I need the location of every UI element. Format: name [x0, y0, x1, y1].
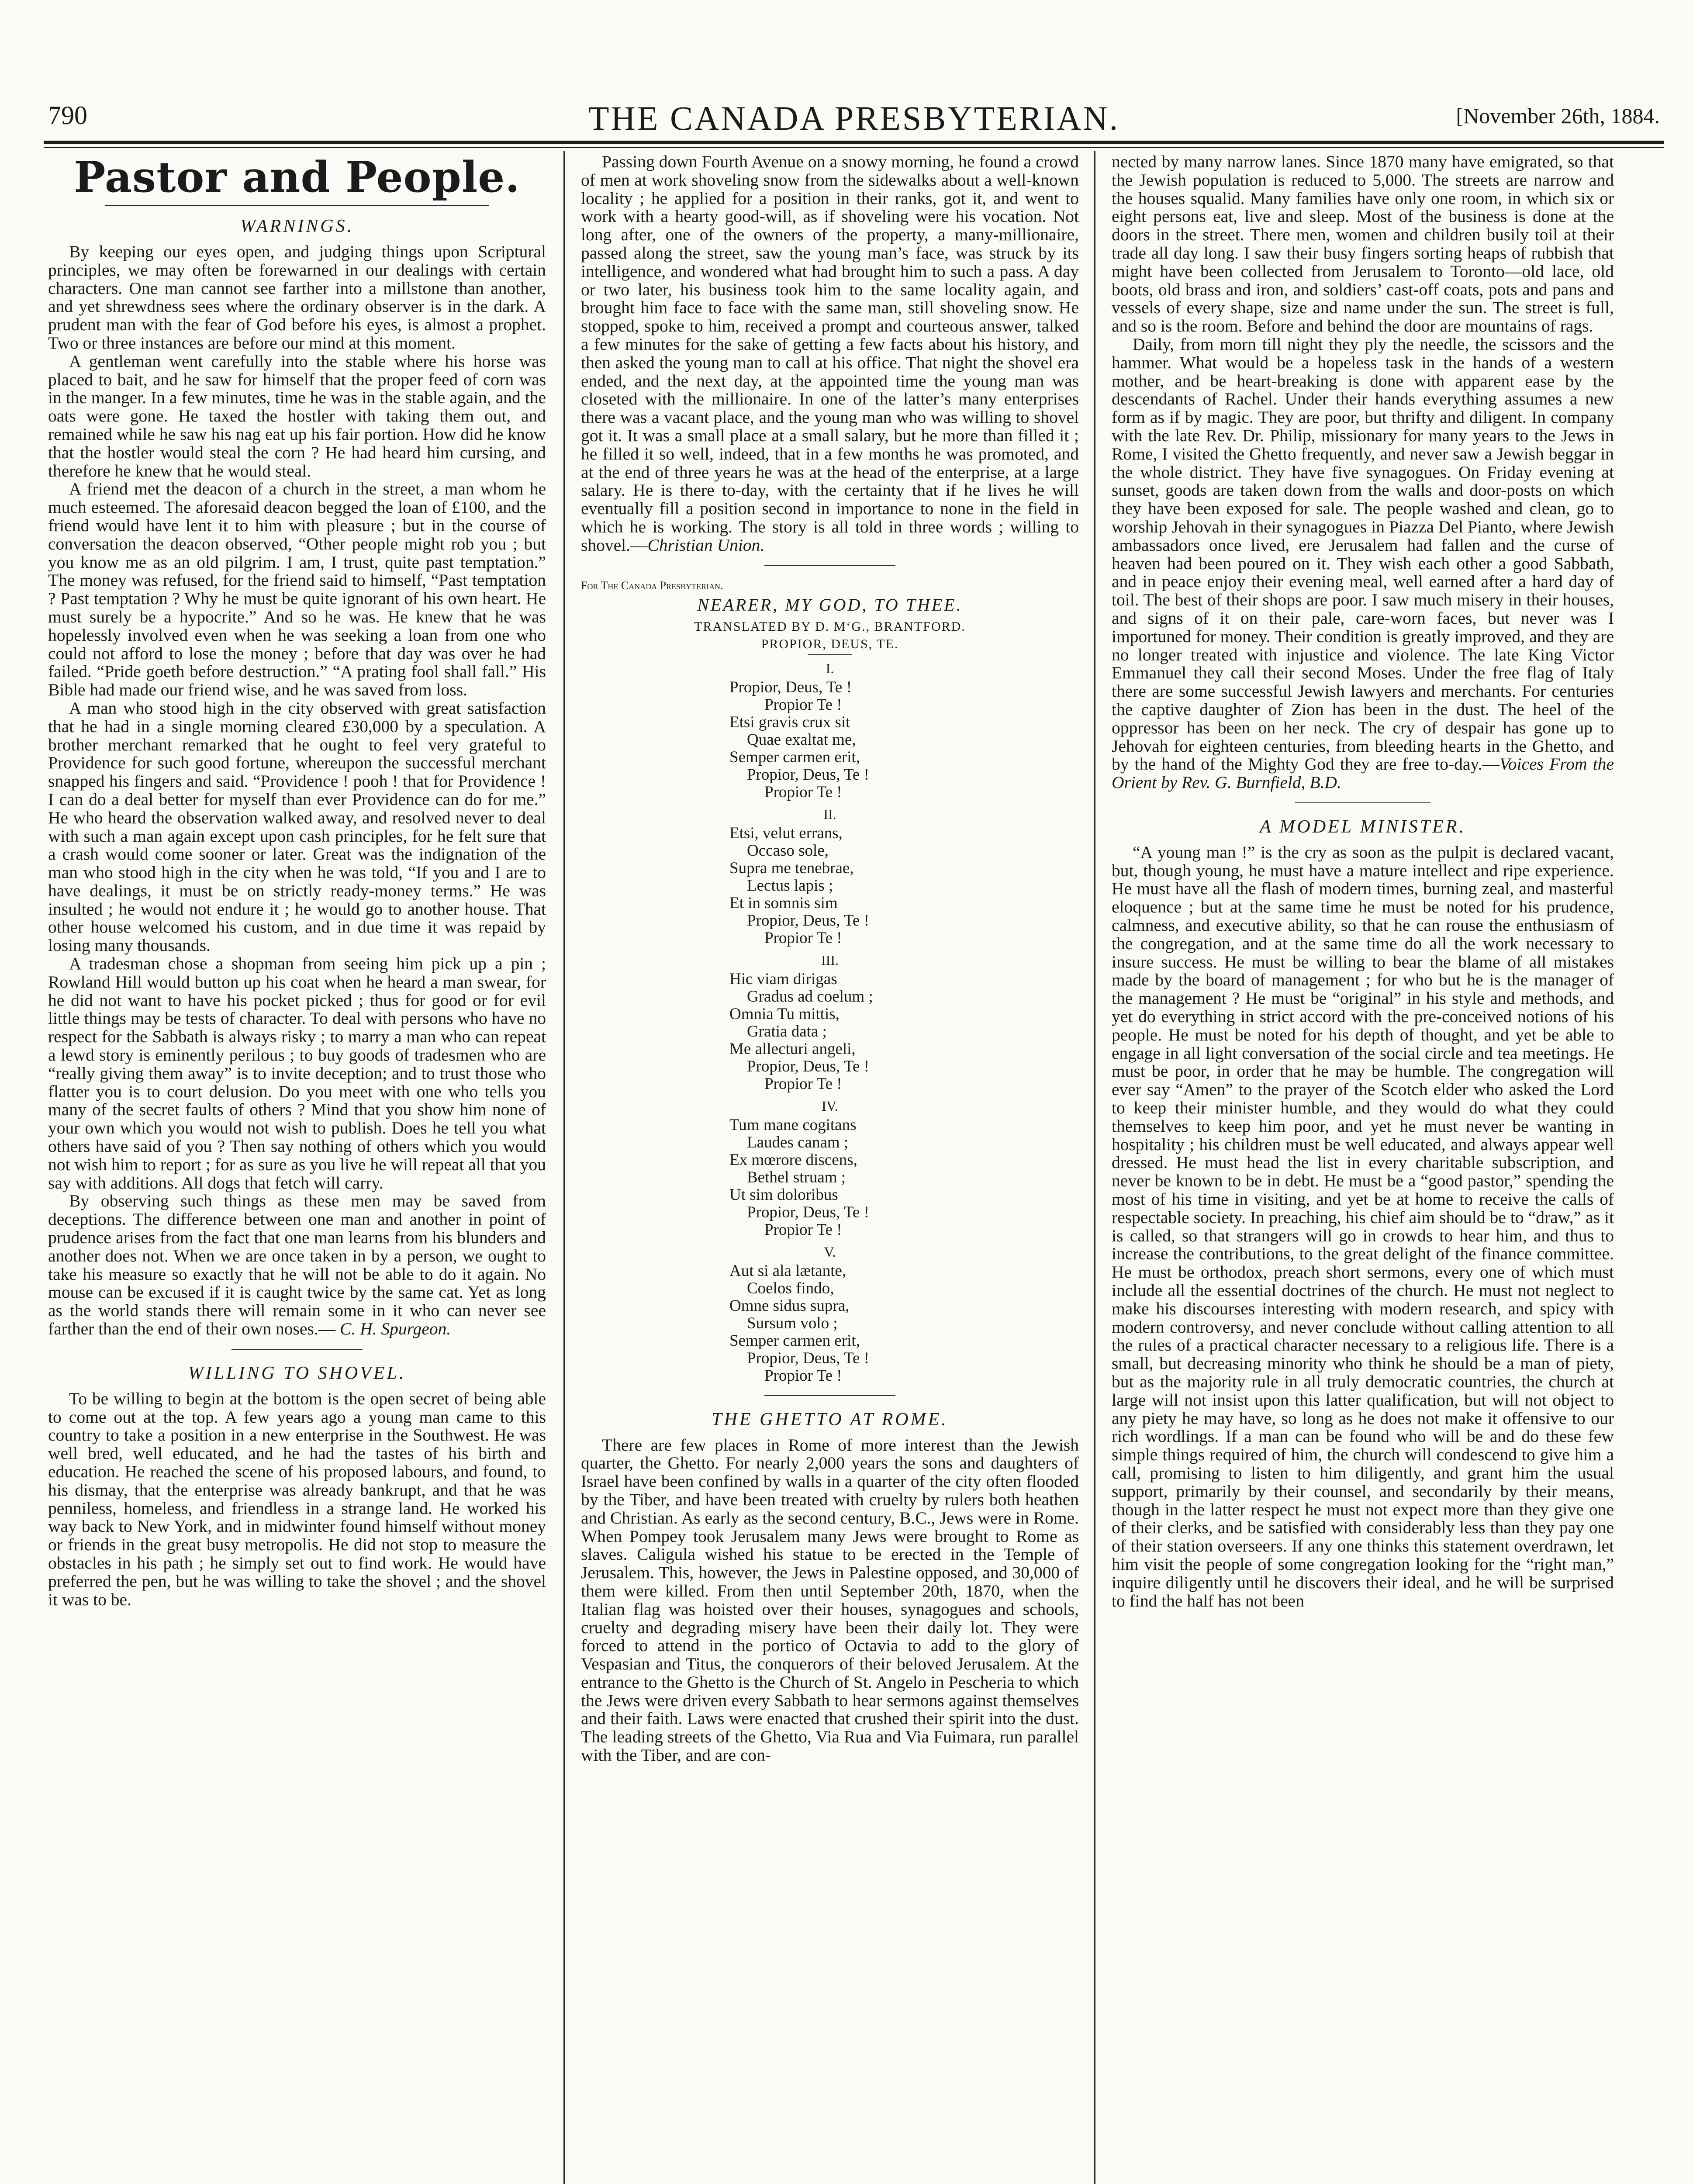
- latin-title: PROPIOR, DEUS, TE.: [761, 636, 899, 651]
- verse-line: Propior Te !: [764, 695, 842, 714]
- verse-line: Propior, Deus, Te !: [747, 1349, 869, 1367]
- column-1: [48, 153, 546, 2184]
- paragraph: By keeping our eyes open, and judging things upon Scriptural principles, we may often be forewarned in our dealings with certain characters. One man cannot see farther into a millstone than another, and yet shrewdness sees where the ordinary observer is in the dark. A prudent man with the fear of God before his eyes, is almost a prophet. Two or three instances are before our mind at this moment.: [48, 242, 546, 352]
- verse-line: Omnia Tu mittis,: [729, 1005, 840, 1023]
- verse-line: Propior Te !: [764, 1366, 842, 1385]
- article-heading-ghetto: THE GHETTO AT ROME.: [712, 1409, 948, 1430]
- verse-line: Propior Te !: [764, 1075, 842, 1093]
- translator-line: TRANSLATED BY D. M‘G., BRANTFORD.: [694, 619, 966, 634]
- department-title: Pastor and People.: [74, 153, 520, 202]
- paragraph: A man who stood high in the city observed with great satisfaction that he had in a single morning cleared £30,000 by a speculation. A brother merchant remarked that he ought to feel very grateful to Providence for such good fortune, whereupon the successful merchant snapped his fingers and said. “Providence ! pooh ! that for Providence ! I can do a deal better for myself than ever Providence can do for me.” He who heard the observation walked away, and resolved never to deal with such a man again except upon cash principles, for he felt sure that a crash would come sooner or later. Great was the indignation of the man who stood high in the city when he was told, “If you and I are to have dealings, it must be on strictly ready-money terms.” He was insulted ; he would not endure it ; he would go to another house. That other house welcomed his custom, and in due time it was repaid by losing many thousands.: [48, 698, 546, 955]
- paragraph: A friend met the deacon of a church in the street, a man whom he much esteemed. The aforesaid deacon begged the loan of £100, and the friend would have lent it to him with pleasure ; but in the course of conversation the deacon observed, “Other people might rob you ; but you know me as an old pilgrim. I am, I trust, quite past temptation.” The money was refused, for the friend said to himself, “Past temptation ? Past temptation ? Why he must be quite ignorant of his own heart. He must surely be a hypocrite.” And so he was. He knew that he was hopelessly involved even when he was seeking a loan from one who could not afford to lose the money ; before that day was over he had failed. “Pride goeth before destruction.” “A prating fool shall fall.” His Bible had made our friend wise, and he was saved from loss.: [48, 479, 546, 700]
- page-number: 790: [48, 101, 87, 130]
- verse-line: Semper carmen erit,: [729, 1331, 860, 1350]
- divider: [764, 565, 895, 566]
- paragraph: [48, 1192, 546, 1338]
- divider: [231, 1349, 363, 1350]
- divider: [105, 205, 489, 206]
- verse-line: Occaso sole,: [747, 841, 829, 860]
- paragraph: nected by many narrow lanes. Since 1870 many have emigrated, so that the Jewish population is reduced to 5,000. The streets are narrow and the houses squalid. Many families have only one room, in which six or eight persons eat, live and sleep. Most of the business is done at the doors in the street. There men, women and children busily toil at their trade all day long. I saw their busy fingers sorting heaps of rubbish that might have been collected from Jerusalem to Toronto—old lace, old boots, old brass and iron, and soldiers’ cast-off coats, pots and pans and vessels of every shape, size and name under the sun. The street is full, and so is the room. Before and behind the door are mountains of rags.: [1112, 153, 1614, 336]
- verse-line: Propior, Deus, Te !: [747, 765, 869, 784]
- newspaper-title: THE CANADA PRESBYTERIAN.: [588, 99, 1120, 137]
- source-credit: Voices From the Orient by Rev. G. Burnfield, B.D.: [1112, 754, 1614, 792]
- verse-line: Bethel struam ;: [747, 1168, 846, 1186]
- verse-line: Gradus ad coelum ;: [747, 987, 873, 1006]
- verse-line: Semper carmen erit,: [729, 748, 860, 766]
- signature: C. H. Spurgeon.: [340, 1319, 451, 1339]
- source-credit: Christian Union.: [647, 535, 765, 555]
- paragraph: [1112, 335, 1614, 792]
- paragraph: A gentleman went carefully into the stable where his horse was placed to bait, and he saw for himself that the proper feed of corn was in the manger. In a few minutes, time he was in the stable again, and the oats were gone. He taxed the hostler with taking them out, and remained while he saw his nag eat up his fair portion. How did he know that the hostler would steal the corn ? He had heard him cursing, and therefore he knew that he would steal.: [48, 351, 546, 480]
- verse-line: Propior, Deus, Te !: [747, 1057, 869, 1075]
- stanza-number: II.: [823, 806, 836, 822]
- stanza: [729, 1116, 1079, 1239]
- verse-line: Propior, Deus, Te !: [729, 678, 852, 696]
- verse-line: Laudes canam ;: [747, 1133, 849, 1151]
- contribution-line: For The Canada Presbyterian.: [581, 579, 723, 592]
- verse-line: Ex mœrore discens,: [729, 1151, 857, 1169]
- verse-line: Propior Te !: [764, 1220, 842, 1239]
- verse-line: Aut si ala lætante,: [729, 1261, 846, 1280]
- stanza-number: IV.: [822, 1098, 838, 1114]
- column-2: [581, 153, 1079, 2184]
- paragraph: A tradesman chose a shopman from seeing him pick up a pin ; Rowland Hill would button up his coat when he heard a man swear, for he did not want to have his pocket picked ; thus for good or for evil little things may be tests of character. To deal with persons who have no respect for the Sabbath is always risky ; to marry a man who can repeat a lewd story is eminently perilous ; to buy goods of tradesmen who are “really giving them away” is to invite deception; and to trust those who flatter you is to court delusion. Do you meet with one who tells you many of the secret faults of others ? Mind that you show him none of your own which you would not wish to publish. Does he tell you what others have said of you ? Then say nothing of others which you would not wish him to report ; for as sure as you live he will repeat all that you say with additions. All dogs that fetch will carry.: [48, 954, 546, 1192]
- verse-line: Quae exaltat me,: [747, 730, 856, 749]
- verse-line: Lectus lapis ;: [747, 876, 833, 895]
- stanza-number: I.: [826, 660, 834, 676]
- stanza: [729, 679, 1079, 801]
- article-heading-willing: WILLING TO SHOVEL.: [188, 1363, 406, 1383]
- masthead-rule-thin: [44, 147, 1664, 148]
- paragraph: “A young man !” is the cry as soon as the pulpit is declared vacant, but, though young, he must have a mature intellect and ripe experience. He must have all the flash of modern times, burning zeal, and masterful eloquence ; but at the same time he must be noted for his prudence, calmness, and executive ability, so that he can rouse the enthusiasm of the congregation, and at the same time do all the work necessary to insure success. He must be willing to bear the blame of all mistakes made by the board of management ; for who but he is the manager of the management ? He must be “original” in his style and methods, and yet do everything in strict accord with the pre-conceived notions of his people. He must be noted for his depth of thought, and yet be able to engage in all light conversation of the social circle and tea meetings. He must be poor, in order that he may be humble. The congregation will ever say “Amen” to the prayer of the Scotch elder who asked the Lord to keep their minister humble, and they would do what they could themselves to keep him poor, and yet he must never be wanting in hospitality ; his children must be well educated, and always appear well dressed. He must head the list in every charitable subscription, and never be known to be in debt. He must be a “good pastor,” spending the most of his time in visiting, and yet be at home to receive the calls of respectable society. In preaching, his chief aim should be to “draw,” as it is called, so that strangers will go in crowds to hear him, and thus to increase the contributions, to the great delight of the finance committee. He must be orthodox, preach short sermons, every one of which must include all the essential doctrines of the church. He must not neglect to make his discourses interesting with modern research, and spicy with modern controversy, and never conclude without calling attention to all the rules of a practical character necessary to a religious life. There is a small, but decreasing minority who think he should be a man of piety, but as the majority rule in all truly democratic countries, the church at large will not insist upon this latter qualification, but will not object to any piety he may have, so long as he does not make it offensive to our rich wordlings. If a man can be found who will be and do these few simple things required of him, the church will condescend to give him a call, promising to listen to him diligently, and grant him the usual support, primarily by their counsel, and secondarily by their means, though in the latter respect he must not expect more than they give one of their clerks, and be satisfied with considerably less than they pay one of their station overseers. If any one thinks this statement overdrawn, let him visit the people of some congregation looking for the “right man,” inquire diligently until he discovers their ideal, and he will be surprised to find the half has not been: [1112, 842, 1614, 1610]
- column-3: [1112, 153, 1614, 2184]
- paragraph-text: By observing such things as these men may be saved from deceptions. The difference between one man and another in point of prudence arises from the fact that one man learns from his blunders and another does not. When we are once taken in by a person, we ought to take his measure so exactly that he will not be able to do it again. No mouse can be excused if it is caught twice by the same cat. Yet as long as the world stands there will remain some in it who can never see farther than the end of their own noses.—: [48, 1191, 546, 1339]
- paragraph-text: Daily, from morn till night they ply the needle, the scissors and the hammer. What would be a hopeless task in the hands of a western mother, and be heart-breaking is done with apparent ease by the descendants of Rachel. Under their hands everything assumes a new form as if by magic. They are poor, but thrifty and diligent. In company with the late Rev. Dr. Philip, missionary for many years to the Jews in Rome, I visited the Ghetto frequently, and never saw a Jewish beggar in the whole district. They have five synagogues. On Friday evening at sunset, goods are taken down from the walls and door-posts on which they have been exposed for sale. The people washed and clean, go to worship Jehovah in their synagogues in Piazza Del Pianto, where Jewish ambassadors once lived, ere Jerusalem had fallen and the curse of heaven had been poured on it. They wish each other a good Sabbath, and in peace enjoy their evening meal, well earned after a hard day of toil. The best of their shops are poor. I saw much misery in their houses, and signs of it on their pale, care-worn faces, but never was I importuned for money. Their condition is greatly improved, and they are no longer treated with injustice and violence. The late King Victor Emmanuel they call their second Moses. Under the free flag of Italy there are some successful Jewish lawyers and merchants. For centuries the captive daughter of Zion has been in the dust. The heel of the oppressor has been on her neck. The cry of despair has gone up to Jehovah for eighteen centuries, from bleeding hearts in the Ghetto, and by the hand of the Mighty God they are free to-day.—: [1112, 334, 1614, 774]
- stanza: [729, 1262, 1079, 1385]
- verse-line: Propior, Deus, Te !: [747, 911, 869, 930]
- verse-line: Etsi gravis crux sit: [729, 713, 850, 731]
- masthead: [48, 100, 1660, 137]
- divider: [808, 654, 852, 655]
- stanza: [729, 971, 1079, 1093]
- article-heading-minister: A MODEL MINISTER.: [1260, 816, 1466, 837]
- verse-line: Hic viam dirigas: [729, 970, 837, 988]
- verse-line: Coelos findo,: [747, 1279, 834, 1297]
- poem-title: NEARER, MY GOD, TO THEE.: [697, 594, 963, 615]
- stanza-number: III.: [821, 952, 839, 968]
- column-divider: [1094, 151, 1095, 2184]
- verse-line: Sursum volo ;: [747, 1314, 838, 1332]
- paragraph: There are few places in Rome of more interest than the Jewish quarter, the Ghetto. For nearly 2,000 years the sons and daughters of Israel have been confined by walls in a quarter of the city often flooded by the Tiber, and have been treated with cruelty by rulers both heathen and Christian. As early as the second century, B.C., Jews were in Rome. When Pompey took Jerusalem many Jews were brought to Rome as slaves. Caligula wished his statue to be erected in the Temple of Jerusalem. This, however, the Jews in Palestine opposed, and 30,000 of them were killed. From then until September 20th, 1870, when the Italian flag was hoisted over their houses, synagogues and schools, cruelty and degrading misery have been their daily lot. They were forced to attend in the portico of Octavia to add to the glory of Vespasian and Titus, the conquerors of their beloved Jerusalem. At the entrance to the Ghetto is the Church of St. Angelo in Pescheria to which the Jews were driven every Sabbath to hear sermons against themselves and their faith. Laws were enacted that crushed their spirit into the dust. The leading streets of the Ghetto, Via Rua and Via Fuimara, run parallel with the Tiber, and are con-: [581, 1435, 1079, 1765]
- paragraph: To be willing to begin at the bottom is the open secret of being able to come out at the top. A few years ago a young man came to this country to take a position in a new enterprise in the Southwest. He was well bred, well educated, and he had the tastes of his birth and education. He reached the scene of his proposed labours, and found, to his dismay, that the enterprise was already bankrupt, and that he was penniless, homeless, and friendless in a strange land. He worked his way back to New York, and in midwinter found himself without money or friends in the great busy metropolis. He did not stop to measure the obstacles in his path ; he simply set out to find work. He would have preferred the pen, but he was willing to take the shovel ; and the shovel it was to be.: [48, 1389, 546, 1609]
- verse-line: Tum mane cogitans: [729, 1116, 857, 1134]
- verse-line: Propior Te !: [764, 929, 842, 947]
- issue-date: [November 26th, 1884.: [1456, 104, 1660, 128]
- column-divider: [563, 151, 565, 2184]
- verse-line: Supra me tenebrae,: [729, 859, 854, 877]
- verse-line: Me allecturi angeli,: [729, 1040, 856, 1058]
- divider: [764, 1395, 895, 1396]
- verse-line: Propior Te !: [764, 783, 842, 801]
- article-heading-warnings: WARNINGS.: [240, 216, 354, 236]
- verse-line: Et in somnis sim: [729, 894, 838, 912]
- paragraph: [581, 153, 1079, 555]
- verse-line: Gratia data ;: [747, 1022, 827, 1040]
- stanza: [729, 825, 1079, 947]
- divider: [1295, 802, 1430, 803]
- masthead-rule: [44, 141, 1664, 144]
- paragraph-text: Passing down Fourth Avenue on a snowy morning, he found a crowd of men at work shoveling snow from the sidewalks about a well-known locality ; he applied for a position in their ranks, got it, and went to work with a hearty good-will, as if shoveling were his vocation. Not long after, one of the owners of the property, a many-millionaire, passed along the street, saw the young man’s face, was struck by its intelligence, and wondered what had brought him to such a pass. A day or two later, his business took him to the same locality again, and brought him face to face with the same man, still shoveling snow. He stopped, spoke to him, received a prompt and courteous answer, talked a few minutes for the sake of getting a few facts about his history, and then asked the young man to call at his office. That night the shovel era ended, and the next day, at the appointed time the young man was closeted with the millionaire. In one of the latter’s many enterprises there was a vacant place, and the young man who was willing to shovel got it. It was a small place at a small salary, but he more than filled it ; he filled it so well, indeed, that in a few months he was promoted, and at the end of three years he was at the head of the enterprise, at a large salary. He is there to-day, with the certainty that if he lives he will eventually fill a position second in importance to none in the field in which he is working. The story is all told in three words ; willing to shovel.—: [581, 153, 1079, 555]
- verse-line: Etsi, velut errans,: [729, 824, 843, 842]
- stanza-number: V.: [824, 1244, 836, 1260]
- verse-line: Propior, Deus, Te !: [747, 1203, 869, 1221]
- verse-line: Omne sidus supra,: [729, 1296, 850, 1315]
- verse-line: Ut sim doloribus: [729, 1185, 838, 1204]
